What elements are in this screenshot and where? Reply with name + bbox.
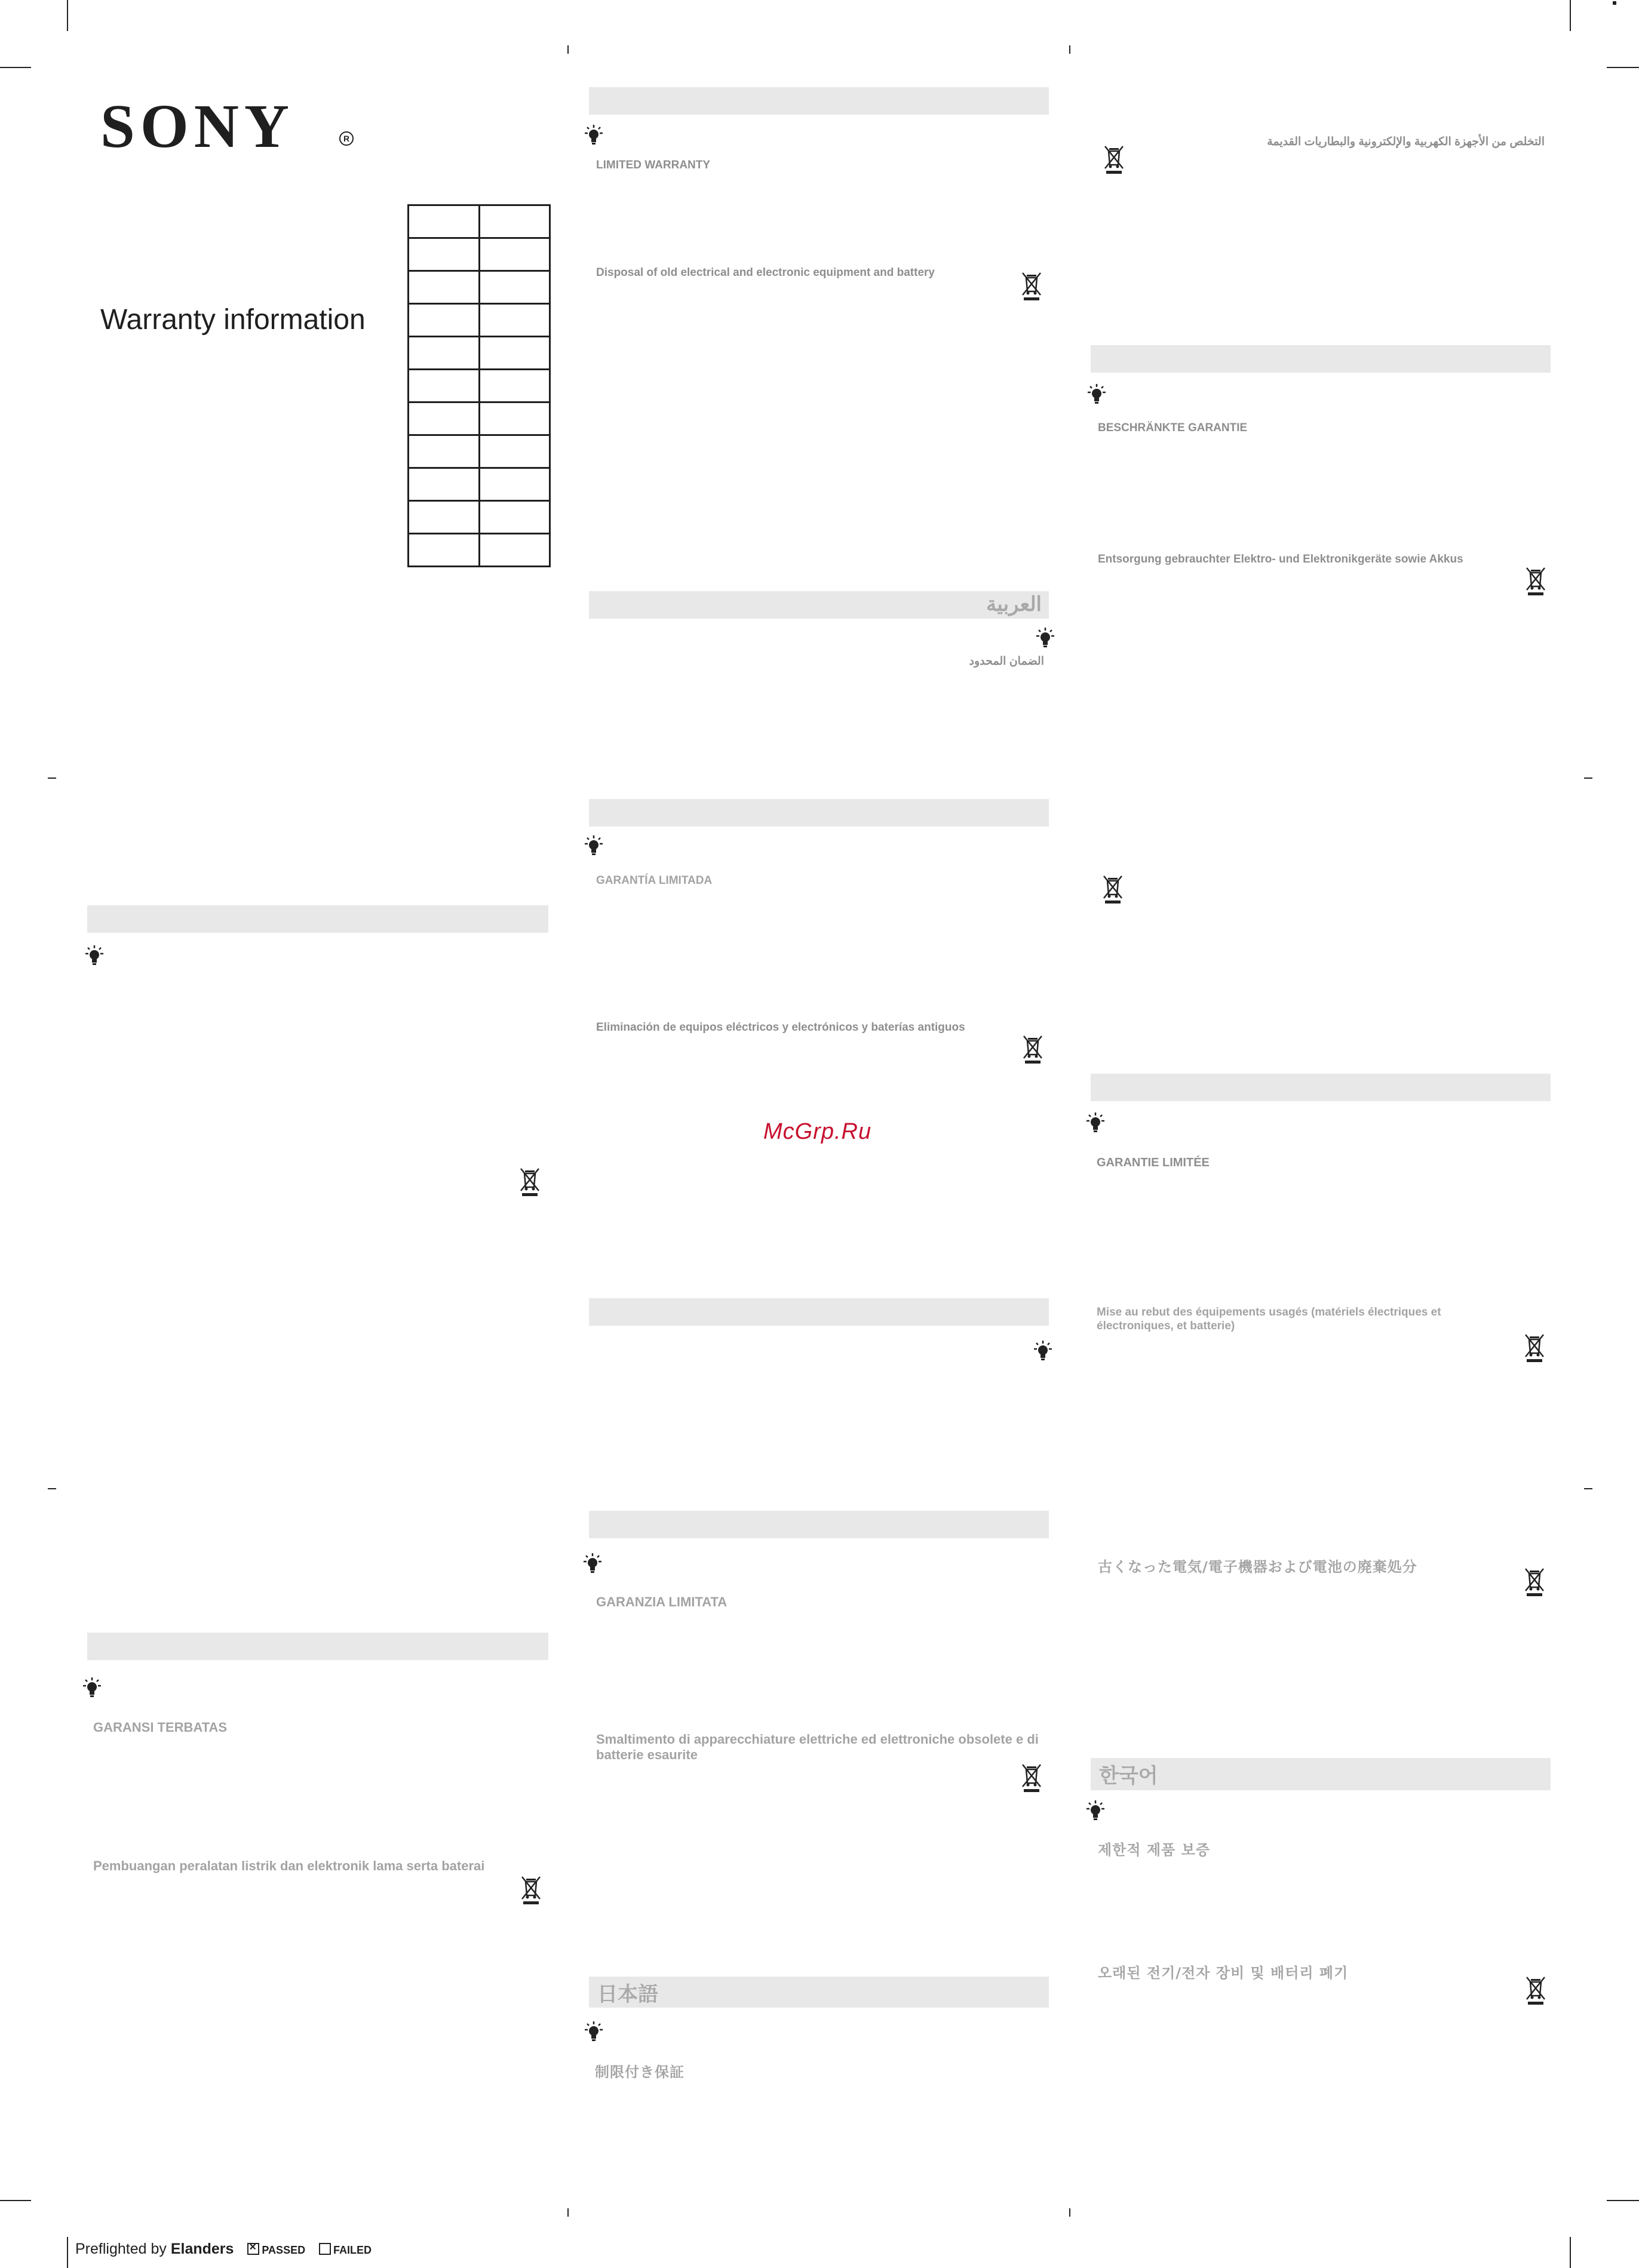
section-band [589,1298,1049,1326]
tip-bulb-icon [1086,383,1107,405]
preflight-footer [75,2241,372,2258]
language-label: 日本語 [597,1983,658,2006]
tip-bulb-icon [582,1553,603,1574]
weee-bin-icon [520,1167,540,1197]
tip-bulb-icon [1035,627,1056,649]
fold-mark [567,2208,569,2217]
language-label: العربية [986,593,1042,616]
table-row [409,435,550,468]
fold-mark [567,45,569,54]
weee-bin-icon [1526,1975,1546,2005]
tip-bulb-icon [1032,1340,1054,1362]
crop-mark [67,2237,68,2268]
crop-mark [1607,2200,1639,2201]
section-band [87,1633,548,1660]
italian-disposal-heading: Smaltimento di apparecchiature elettriche ed elettroniche obsolete e di batterie esaurite [596,1732,1039,1762]
section-band-japanese [589,1977,1049,2008]
tip-bulb-icon [1085,1112,1106,1133]
section-band-korean [1091,1758,1551,1790]
section-band [589,1511,1049,1538]
weee-bin-icon [1103,874,1123,904]
weee-bin-icon [1023,1034,1043,1064]
table-row [409,501,550,534]
korean-disposal-heading: 오래된 전기/전자 장비 및 배터리 폐기 [1098,1965,1349,1981]
section-band [589,799,1049,826]
japanese-disposal-heading: 古くなった電気/電子機器および電池の廃棄処分 [1098,1559,1417,1575]
table-row [409,370,550,402]
table-row [409,534,550,567]
korean-warranty-heading: 제한적 제품 보증 [1098,1842,1210,1858]
section-band [1091,345,1551,373]
tip-bulb-icon [583,124,604,146]
table-row [409,205,550,238]
arabic-warranty-heading: الضمان المحدود [969,655,1044,668]
crop-mark [0,67,31,68]
fold-mark [1584,1488,1592,1489]
german-warranty-heading: BESCHRÄNKTE GARANTIE [1098,422,1248,434]
weee-bin-icon [1524,1333,1545,1363]
fold-mark [1069,2208,1070,2217]
italian-warranty-heading: GARANZIA LIMITATA [596,1594,728,1609]
arabic-disposal-heading: التخلص من الأجهزة الكهربية والإلكترونية والبطاريات القديمة [1267,136,1545,148]
weee-bin-icon [1104,145,1124,174]
elanders-logo: Elanders [170,2241,234,2257]
weee-bin-icon [1021,1763,1042,1793]
empty-box-icon [319,2243,331,2255]
sony-logo: SONY [100,92,294,161]
page-title: Warranty information [100,304,366,336]
weee-bin-icon [1021,271,1042,301]
tip-bulb-icon [84,945,105,966]
french-warranty-heading: GARANTIE LIMITÉE [1097,1156,1210,1169]
passed-status: × PASSED [247,2244,305,2256]
fold-mark [48,777,56,779]
english-warranty-heading: LIMITED WARRANTY [596,159,711,171]
fold-mark [48,1488,56,1489]
language-table [407,204,551,567]
table-row [409,238,550,271]
weee-bin-icon [1526,566,1546,596]
french-disposal-heading: Mise au rebut des équipements usagés (matériels électriques et électroniques, et batterie) [1097,1306,1441,1332]
english-disposal-heading: Disposal of old electrical and electronic equipment and battery [596,266,935,279]
checked-box-icon [247,2243,259,2255]
table-row [409,271,550,304]
failed-status: FAILED [319,2244,372,2256]
preflight-label: Preflighted by [75,2241,167,2257]
spanish-disposal-heading: Eliminación de equipos eléctricos y electrónicos y baterías antiguos [596,1021,965,1034]
section-band [589,87,1049,115]
table-row [409,304,550,337]
tip-bulb-icon [583,835,604,856]
tip-bulb-icon [81,1677,103,1698]
indonesian-warranty-heading: GARANSI TERBATAS [93,1720,228,1735]
weee-bin-icon [521,1875,541,1905]
spanish-warranty-heading: GARANTÍA LIMITADA [596,874,713,887]
table-row [409,402,550,435]
section-band [87,905,548,933]
section-band [1091,1074,1551,1101]
table-row [409,337,550,370]
crop-mark [1570,2237,1571,2268]
language-label: 한국어 [1099,1765,1158,1787]
table-row [409,468,550,501]
tip-bulb-icon [583,2021,604,2042]
crop-mark [0,2200,31,2201]
crop-mark [1570,0,1571,31]
german-disposal-heading: Entsorgung gebrauchter Elektro- und Elektronikgeräte sowie Akkus [1098,553,1463,566]
watermark: McGrp.Ru [763,1119,872,1144]
indonesian-disposal-heading: Pembuangan peralatan listrik dan elektronik lama serta baterai [93,1858,485,1873]
registered-mark: R [339,131,354,146]
crop-mark [67,0,68,31]
fold-mark [1069,45,1070,54]
weee-bin-icon [1524,1567,1545,1597]
section-band-arabic [589,591,1049,619]
tip-bulb-icon [1085,1800,1106,1821]
corner-dot [1613,1,1616,5]
fold-mark [1584,777,1592,779]
japanese-warranty-heading: 制限付き保証 [595,2064,685,2080]
crop-mark [1607,67,1639,68]
